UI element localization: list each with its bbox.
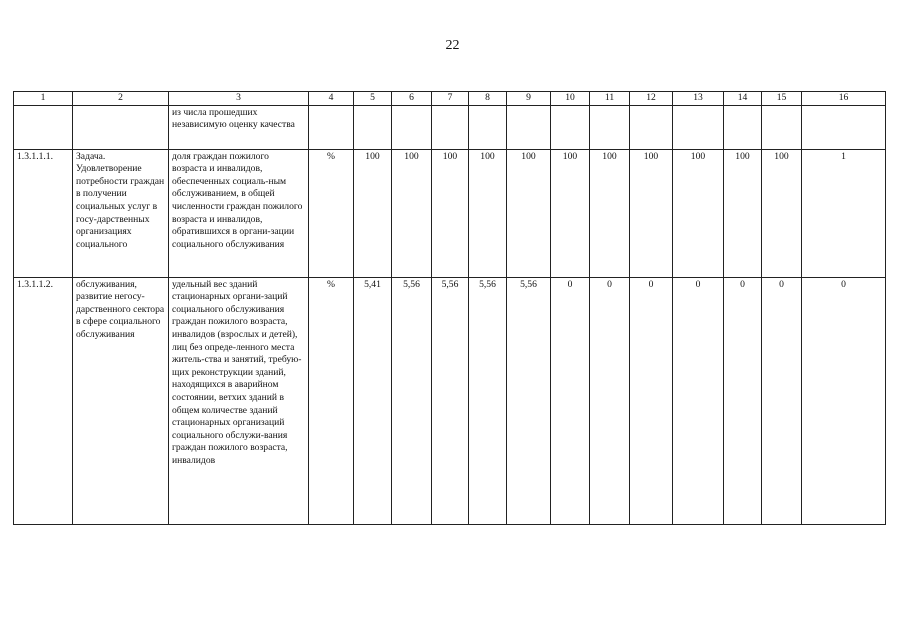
column-header: 12 bbox=[630, 92, 673, 106]
column-header: 11 bbox=[590, 92, 630, 106]
value-cell: 0 bbox=[551, 277, 590, 524]
value-cell: 100 bbox=[673, 149, 724, 277]
indicator-cell: доля граждан пожилого возраста и инвалидов, обеспеченных социаль-ным обслуживанием, в общей численности граждан пожилого возраста и инвалидов, обратившихся в органи-зации социального обслуживания bbox=[169, 149, 309, 277]
value-cell: 0 bbox=[673, 277, 724, 524]
value-cell bbox=[673, 105, 724, 149]
value-cell: 0 bbox=[762, 277, 802, 524]
column-header: 6 bbox=[392, 92, 432, 106]
column-header: 7 bbox=[432, 92, 469, 106]
task-cell bbox=[73, 105, 169, 149]
value-cell: 0 bbox=[802, 277, 886, 524]
column-header: 3 bbox=[169, 92, 309, 106]
column-header: 4 bbox=[309, 92, 354, 106]
value-cell bbox=[724, 105, 762, 149]
value-cell: 100 bbox=[724, 149, 762, 277]
value-cell bbox=[469, 105, 507, 149]
value-cell bbox=[590, 105, 630, 149]
row-code-cell bbox=[14, 105, 73, 149]
column-header: 14 bbox=[724, 92, 762, 106]
indicator-table bbox=[13, 91, 886, 525]
unit-cell: % bbox=[309, 149, 354, 277]
value-cell: 100 bbox=[354, 149, 392, 277]
value-cell bbox=[802, 105, 886, 149]
column-header: 13 bbox=[673, 92, 724, 106]
value-cell: 0 bbox=[590, 277, 630, 524]
value-cell: 5,41 bbox=[354, 277, 392, 524]
column-header: 9 bbox=[507, 92, 551, 106]
value-cell: 100 bbox=[507, 149, 551, 277]
row-code-cell: 1.3.1.1.1. bbox=[14, 149, 73, 277]
row-code-cell: 1.3.1.1.2. bbox=[14, 277, 73, 524]
value-cell: 5,56 bbox=[469, 277, 507, 524]
value-cell: 0 bbox=[724, 277, 762, 524]
column-header: 10 bbox=[551, 92, 590, 106]
column-number-row bbox=[14, 92, 886, 106]
task-cell: Задача. Удовлетворение потребности граждан в получении социальных услуг в госу-дарственных организациях социального bbox=[73, 149, 169, 277]
value-cell: 100 bbox=[762, 149, 802, 277]
column-header: 8 bbox=[469, 92, 507, 106]
task-cell: обслуживания, развитие негосу-дарственного сектора в сфере социального обслуживания bbox=[73, 277, 169, 524]
table-row bbox=[14, 149, 886, 277]
value-cell: 100 bbox=[469, 149, 507, 277]
unit-cell: % bbox=[309, 277, 354, 524]
value-cell bbox=[551, 105, 590, 149]
page-number: 22 bbox=[445, 38, 460, 53]
indicator-cell: удельный вес зданий стационарных органи-заций социального обслуживания граждан пожилого возраста, инвалидов (взрослых и детей), лиц без опреде-ленного места житель-ства и занятий, требую-щих реконструкции зданий, находящихся в аварийном состоянии, ветхих зданий в общем количестве зданий стационарных организаций социального обслужи-вания граждан пожилого возраста, инвалидов bbox=[169, 277, 309, 524]
column-header: 1 bbox=[14, 92, 73, 106]
column-header: 5 bbox=[354, 92, 392, 106]
table-row bbox=[14, 277, 886, 524]
value-cell: 1 bbox=[802, 149, 886, 277]
value-cell: 100 bbox=[551, 149, 590, 277]
value-cell bbox=[354, 105, 392, 149]
column-header: 2 bbox=[73, 92, 169, 106]
value-cell: 0 bbox=[630, 277, 673, 524]
value-cell bbox=[392, 105, 432, 149]
column-header: 16 bbox=[802, 92, 886, 106]
value-cell: 5,56 bbox=[432, 277, 469, 524]
value-cell: 5,56 bbox=[392, 277, 432, 524]
unit-cell bbox=[309, 105, 354, 149]
value-cell: 100 bbox=[630, 149, 673, 277]
column-header: 15 bbox=[762, 92, 802, 106]
value-cell bbox=[432, 105, 469, 149]
value-cell bbox=[762, 105, 802, 149]
indicator-cell: из числа прошедших независимую оценку качества bbox=[169, 105, 309, 149]
value-cell: 100 bbox=[392, 149, 432, 277]
value-cell: 100 bbox=[590, 149, 630, 277]
value-cell bbox=[507, 105, 551, 149]
value-cell: 100 bbox=[432, 149, 469, 277]
value-cell bbox=[630, 105, 673, 149]
value-cell: 5,56 bbox=[507, 277, 551, 524]
table-row bbox=[14, 105, 886, 149]
